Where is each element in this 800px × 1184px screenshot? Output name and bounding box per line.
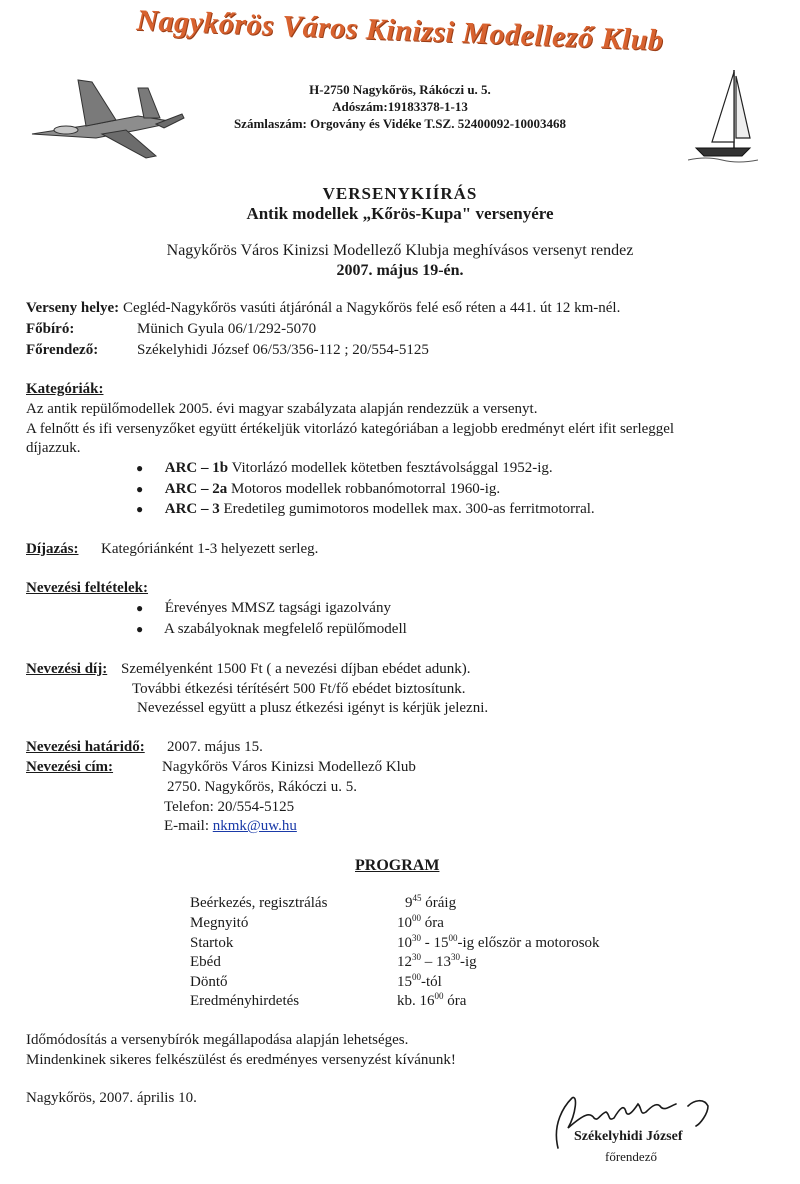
category-item <box>136 501 595 518</box>
bullet-icon: ● <box>136 502 144 516</box>
sailboat-icon <box>688 66 758 164</box>
program-event: Beérkezés, regisztrálás <box>190 895 328 911</box>
condition-item: ● A szabályoknak megfelelő repülőmodell <box>136 621 407 637</box>
program-event: Eredményhirdetés <box>190 993 300 1009</box>
category-code: ARC – 1b <box>164 460 229 476</box>
program-time: $10^{30} - 15^{00}-ig$ először a motorosok <box>397 933 600 951</box>
bullet-icon: ● <box>136 601 144 615</box>
organizer-label: Főrendező: <box>26 342 99 358</box>
signer-name: Székelyhidi József <box>574 1129 683 1144</box>
closing-line: Időmódosítás a versenybírók megállapodása alapján lehetséges. <box>26 1032 409 1048</box>
entry-fee-line: Nevezéssel együtt a plusz étkezési igényt is kérjük jelezni. <box>137 700 489 716</box>
program-time: $12^{30} - 13^{30}-ig$ <box>397 952 477 970</box>
club-name: Nagykőrös Város Kinizsi Modellező Klub <box>135 3 665 58</box>
venue-value: Cegléd-Nagykőrös vasúti átjárónál a Nagykőrös felé eső réten a 441. út 12 km-nél. <box>123 300 621 316</box>
deadline-label: Nevezési határidő: <box>26 739 145 755</box>
deadline-value: 2007. május 15. <box>167 739 263 755</box>
account-number: Számlaszám: Orgovány és Vidéke T.SZ. 52400092-10003468 <box>233 116 567 131</box>
program-time: kb. $16^{00}$ óra <box>397 991 467 1009</box>
categories-heading: Kategóriák: <box>26 381 104 397</box>
category-code: ARC – 2a <box>164 481 228 497</box>
entry-fee-line: További étkezési térítésért 500 Ft/fő ebédet biztosítunk. <box>132 681 466 697</box>
entry-address-line: 2750. Nagykőrös, Rákóczi u. 5. <box>167 779 357 795</box>
category-item <box>136 481 500 498</box>
category-text: Vitorlázó modellek kötetben fesztávolsággal 1952-ig. <box>228 460 553 476</box>
entry-address-label: Nevezési cím: <box>26 759 114 775</box>
program-event: Döntő <box>190 974 228 990</box>
chief-judge-value: Münich Gyula 06/1/292-5070 <box>137 321 317 337</box>
tax-number: Adószám:19183378-1-13 <box>332 99 468 114</box>
entry-address-phone: Telefon: 20/554-5125 <box>164 799 295 815</box>
program-time: $10^{00}$ óra <box>397 913 444 931</box>
category-text: Motoros modellek robbanómotorral 1960-ig. <box>227 481 501 497</box>
chief-judge-label: Főbíró: <box>26 321 75 337</box>
event-date: 2007. május 19-én. <box>336 262 464 279</box>
categories-line: Az antik repülőmodellek 2005. évi magyar szabályzata alapján rendezzük a versenyt. <box>26 401 538 417</box>
intro-line: Nagykőrös Város Kinizsi Modellező Klubja meghívásos versenyt rendez <box>166 242 634 259</box>
entry-address-email: E-mail: nkmk@uw.hu <box>164 818 297 834</box>
categories-line: díjazzuk. <box>26 440 81 456</box>
program-event: Startok <box>190 935 234 951</box>
program-event: Megnyitó <box>190 915 249 931</box>
signer-role: főrendező <box>605 1149 657 1164</box>
bullet-icon: ● <box>136 622 144 636</box>
club-address: H-2750 Nagykőrös, Rákóczi u. 5. <box>309 82 491 97</box>
condition-item: ● Érevényes MMSZ tagsági igazolvány <box>136 600 391 616</box>
closing-line: Mindenkinek sikeres felkészülést és eredményes versenyzést kívánunk! <box>26 1052 456 1068</box>
document-title: VERSENYKIÍRÁS <box>322 184 478 203</box>
bullet-icon: ● <box>136 461 144 475</box>
prizes-label: Díjazás: <box>26 541 79 557</box>
entry-fee-line: Személyenként 1500 Ft ( a nevezési díjban ebédet adunk). <box>121 661 471 677</box>
prizes-value: Kategóriánként 1-3 helyezett serleg. <box>101 541 319 557</box>
entry-conditions-heading: Nevezési feltételek: <box>26 580 149 596</box>
entry-fee-label: Nevezési díj: <box>26 661 108 677</box>
bullet-icon: ● <box>136 482 144 496</box>
handwritten-signature <box>538 1084 738 1156</box>
category-code: ARC – 3 <box>164 501 220 517</box>
category-text: Eredetileg gumimotoros modellek max. 300-as ferritmotorral. <box>219 501 595 517</box>
place-date: Nagykőrös, 2007. április 10. <box>26 1090 197 1106</box>
document-subtitle: Antik modellek „Kőrös-Kupa" versenyére <box>246 204 554 223</box>
program-event: Ebéd <box>190 954 221 970</box>
program-time: $9^{45}$ óráig <box>405 893 457 911</box>
program-time: $15^{00}$-tól <box>397 972 442 990</box>
program-heading: PROGRAM <box>355 857 440 874</box>
email-link[interactable]: nkmk@uw.hu <box>212 818 297 834</box>
organizer-value: Székelyhidi József 06/53/356-112 ; 20/554-5125 <box>137 342 429 358</box>
venue-label: Verseny helye: <box>26 300 120 316</box>
categories-line: A felnőtt és ifi versenyzőket együtt értékeljük vitorlázó kategóriában a legjobb eredményt elért ifit serleggel <box>26 421 675 437</box>
category-item <box>136 460 553 477</box>
entry-address-line: Nagykőrös Város Kinizsi Modellező Klub <box>162 759 416 775</box>
